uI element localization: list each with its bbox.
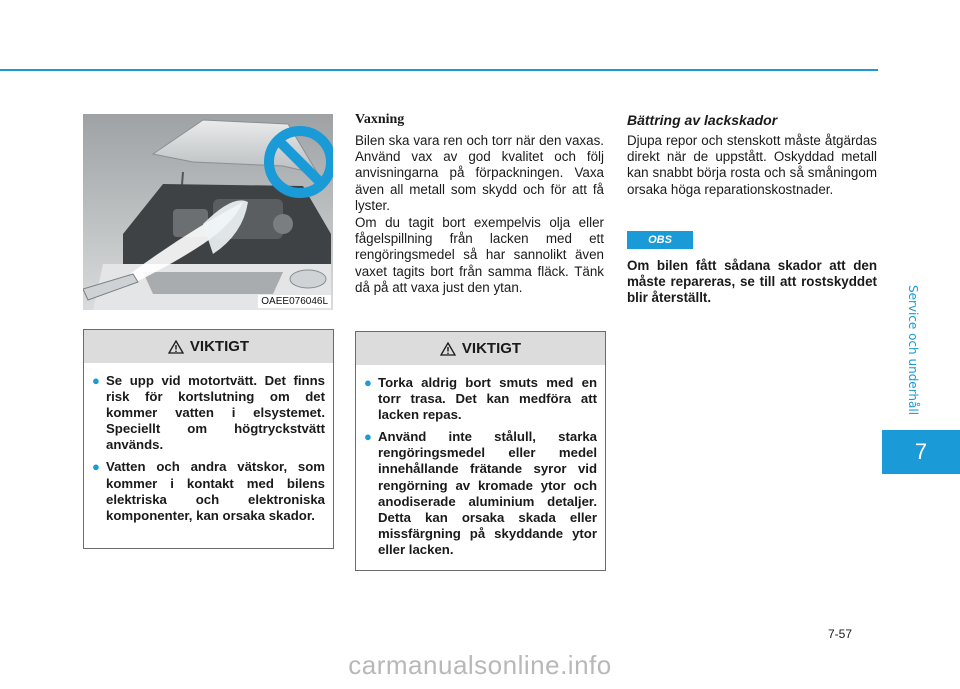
obs-label: OBS — [648, 234, 672, 246]
bullet-icon: ● — [92, 373, 100, 388]
warning-header-left — [84, 330, 333, 363]
bullet-icon: ● — [92, 459, 100, 475]
image-code: OAEE076046L — [258, 295, 331, 308]
warning-header-right — [356, 332, 605, 365]
list-item — [364, 375, 597, 423]
list-item — [92, 373, 325, 453]
section-side-label — [898, 280, 928, 420]
battring-paragraph: Djupa repor och stenskott måste åtgärdas direkt när de uppstått. Oskyddad metall kan snabbt börja rosta och så småningom orsaka höga reparationskostnader. — [627, 133, 877, 197]
chapter-tab — [882, 430, 960, 474]
warning-box-right — [355, 331, 606, 571]
bullet-icon: ● — [364, 429, 372, 445]
section-label-text: Service och underhåll — [906, 284, 920, 416]
list-item — [92, 459, 325, 523]
warning-item-text: Se upp vid motortvätt. Det finns risk för kortslutning om det kommer vatten i elsystemet. Speciellt om högtryckstvätt används. — [106, 373, 325, 453]
chapter-number: 7 — [914, 439, 928, 464]
warning-title-left: VIKTIGT — [189, 338, 250, 355]
obs-text: Om bilen fått sådana skador att den måste repareras, se till att rostskyddet blir återställt. — [627, 258, 877, 306]
engine-wash-illustration — [83, 114, 333, 310]
bullet-icon: ● — [364, 375, 372, 390]
warning-list-right — [356, 365, 605, 558]
warning-triangle-icon — [440, 342, 456, 356]
obs-badge — [627, 231, 693, 249]
header-rule — [0, 69, 878, 71]
warning-triangle-icon — [168, 340, 184, 354]
warning-title-right: VIKTIGT — [461, 340, 522, 357]
vaxning-heading: Vaxning — [355, 112, 405, 127]
watermark: carmanualsonline.info — [348, 650, 612, 680]
engine-wash-photo — [83, 114, 333, 310]
page-number: 7-57 — [828, 627, 853, 641]
warning-item-text: Använd inte stålull, starka rengöringsmedel eller medel innehållande frätande syror vid rengörning av kromade ytor och anodiserade aluminium detaljer. Detta kan orsaka skada eller missfärgning på skyddande ytor eller lacken. — [378, 429, 597, 557]
warning-list-left — [84, 363, 333, 524]
warning-box-left — [83, 329, 334, 549]
list-item — [364, 429, 597, 558]
warning-item-text: Vatten och andra vätskor, som kommer i kontakt med bilens elektriska och elektroniska komponenter, kan orsaka skador. — [106, 459, 325, 523]
vaxning-paragraph-1: Bilen ska vara ren och torr när den vaxas. Använd vax av god kvalitet och följ anvisningarna på förpackningen. Vaxa även all metall som skydd och för att få lyster. — [355, 133, 604, 213]
warning-item-text: Torka aldrig bort smuts med en torr trasa. Det kan medföra att lacken repas. — [378, 375, 597, 423]
vaxning-paragraph-2: Om du tagit bort exempelvis olja eller fågelspillning från lacken med ett rengöringsmedel så har sannolikt även vaxet tagits bort från samma fläck. Tänk då på att vaxa just den ytan. — [355, 215, 604, 295]
battring-heading: Bättring av lackskador — [627, 112, 778, 128]
